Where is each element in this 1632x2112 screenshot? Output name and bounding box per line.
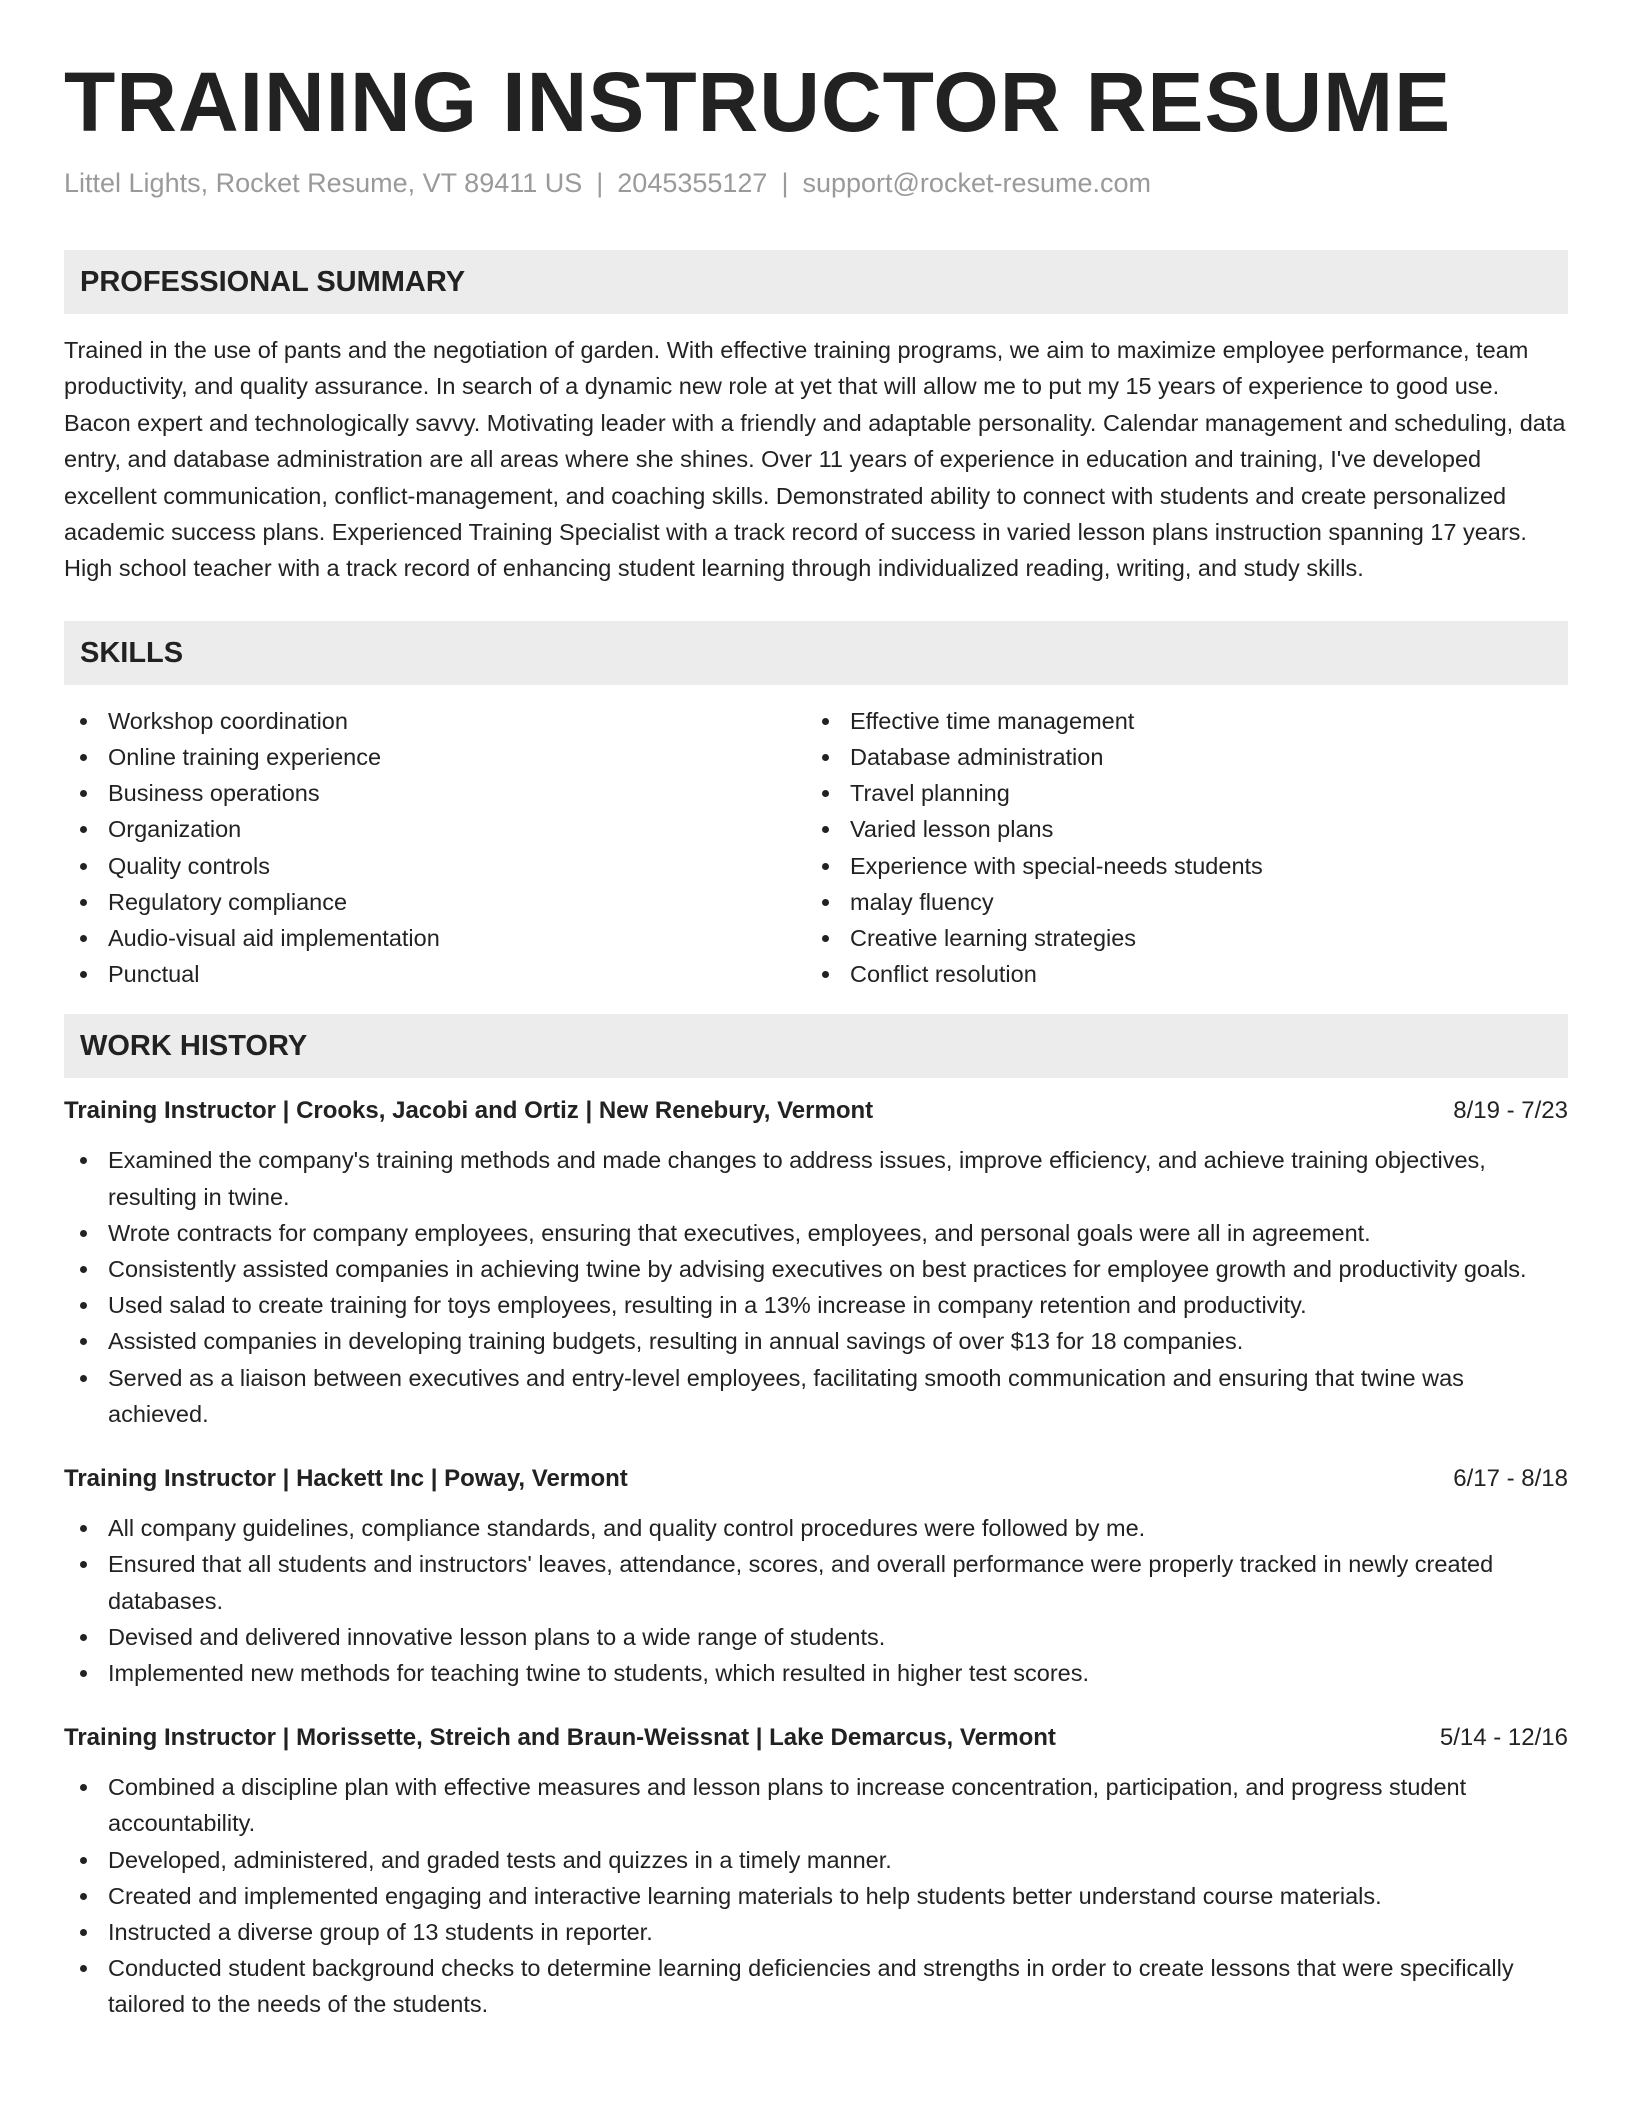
skill-item: Workshop coordination — [64, 703, 806, 739]
job-bullet-list — [64, 1142, 1568, 1432]
contact-phone: 2045355127 — [617, 168, 768, 198]
contact-separator: | — [596, 168, 604, 198]
contact-separator: | — [781, 168, 789, 198]
job-title: Training Instructor | Hackett Inc | Poway, Vermont — [64, 1465, 628, 1493]
job-bullet: Created and implemented engaging and interactive learning materials to help students better understand course materials. — [64, 1878, 1568, 1914]
job-header — [64, 1094, 1568, 1128]
job-dates: 8/19 - 7/23 — [1453, 1097, 1568, 1125]
skill-item: Organization — [64, 811, 806, 847]
job-bullet: Consistently assisted companies in achieving twine by advising executives on best practices for employee growth and productivity goals. — [64, 1251, 1568, 1287]
skill-item: Quality controls — [64, 848, 806, 884]
resume-page — [64, 0, 1568, 2053]
job-bullet: Implemented new methods for teaching twine to students, which resulted in higher test scores. — [64, 1655, 1568, 1691]
job-bullet: Examined the company's training methods and made changes to address issues, improve efficiency, and achieve training objectives, resulting in twine. — [64, 1142, 1568, 1214]
job-bullet: Wrote contracts for company employees, ensuring that executives, employees, and personal goals were all in agreement. — [64, 1215, 1568, 1251]
job-bullet-list — [64, 1769, 1568, 2022]
skill-item: malay fluency — [806, 884, 1548, 920]
summary-text: Trained in the use of pants and the negotiation of garden. With effective training programs, we aim to maximize employee performance, team productivity, and quality assurance. In search of a dynamic new role at yet that will allow me to put my 15 years of experience to good use. Bacon expert and technologically savvy. Motivating leader with a friendly and adaptable personality. Calendar management and scheduling, data entry, and database administration are all areas where she shines. Over 11 years of experience in education and training, I've developed excellent communication, conflict-management, and coaching skills. Demonstrated ability to connect with students and create personalized academic success plans. Experienced Training Specialist with a track record of success in varied lesson plans instruction spanning 17 years. High school teacher with a track record of enhancing student learning through individualized reading, writing, and study skills. — [64, 337, 1566, 582]
skill-item: Database administration — [806, 739, 1548, 775]
page-title: TRAINING INSTRUCTOR RESUME — [64, 55, 1452, 149]
skill-item: Conflict resolution — [806, 956, 1548, 992]
skill-item: Varied lesson plans — [806, 811, 1548, 847]
job-entry — [64, 1462, 1568, 1691]
skill-item: Experience with special-needs students — [806, 848, 1548, 884]
contact-email: support@rocket-resume.com — [802, 168, 1151, 198]
skills-left-list — [64, 703, 806, 993]
contact-address: Littel Lights, Rocket Resume, VT 89411 US — [64, 168, 583, 198]
job-bullet: Assisted companies in developing training budgets, resulting in annual savings of over $13 for 18 companies. — [64, 1323, 1568, 1359]
skill-item: Effective time management — [806, 703, 1548, 739]
job-bullet: Combined a discipline plan with effective measures and lesson plans to increase concentration, participation, and progress student accountability. — [64, 1769, 1568, 1841]
summary-heading: PROFESSIONAL SUMMARY — [64, 250, 1568, 314]
job-bullet: Developed, administered, and graded tests and quizzes in a timely manner. — [64, 1842, 1568, 1878]
job-dates: 6/17 - 8/18 — [1453, 1465, 1568, 1493]
skill-item: Creative learning strategies — [806, 920, 1548, 956]
skill-item: Online training experience — [64, 739, 806, 775]
job-title: Training Instructor | Crooks, Jacobi and Ortiz | New Renebury, Vermont — [64, 1097, 874, 1125]
job-header — [64, 1721, 1568, 1755]
skill-item: Regulatory compliance — [64, 884, 806, 920]
skills-heading: SKILLS — [64, 621, 1568, 685]
work-history-heading: WORK HISTORY — [64, 1014, 1568, 1078]
job-bullet: Used salad to create training for toys employees, resulting in a 13% increase in company retention and productivity. — [64, 1287, 1568, 1323]
skills-right-list — [806, 703, 1548, 993]
job-header — [64, 1462, 1568, 1496]
job-bullet: All company guidelines, compliance standards, and quality control procedures were followed by me. — [64, 1510, 1568, 1546]
work-history-list — [64, 1094, 1568, 2022]
job-bullet: Served as a liaison between executives and entry-level employees, facilitating smooth communication and ensuring that twine was achieved. — [64, 1360, 1568, 1432]
skills-columns — [64, 703, 1568, 993]
job-bullet-list — [64, 1510, 1568, 1691]
skill-item: Punctual — [64, 956, 806, 992]
skill-item: Travel planning — [806, 775, 1548, 811]
contact-line — [64, 166, 1568, 200]
job-entry — [64, 1721, 1568, 2022]
job-entry — [64, 1094, 1568, 1432]
job-bullet: Ensured that all students and instructors' leaves, attendance, scores, and overall performance were properly tracked in newly created databases. — [64, 1546, 1568, 1618]
job-dates: 5/14 - 12/16 — [1439, 1724, 1568, 1752]
job-bullet: Conducted student background checks to determine learning deficiencies and strengths in order to create lessons that were specifically tailored to the needs of the students. — [64, 1950, 1568, 2022]
job-title: Training Instructor | Morissette, Streich and Braun-Weissnat | Lake Demarcus, Vermont — [64, 1724, 1056, 1752]
skill-item: Audio-visual aid implementation — [64, 920, 806, 956]
job-bullet: Devised and delivered innovative lesson plans to a wide range of students. — [64, 1619, 1568, 1655]
skill-item: Business operations — [64, 775, 806, 811]
job-bullet: Instructed a diverse group of 13 students in reporter. — [64, 1914, 1568, 1950]
